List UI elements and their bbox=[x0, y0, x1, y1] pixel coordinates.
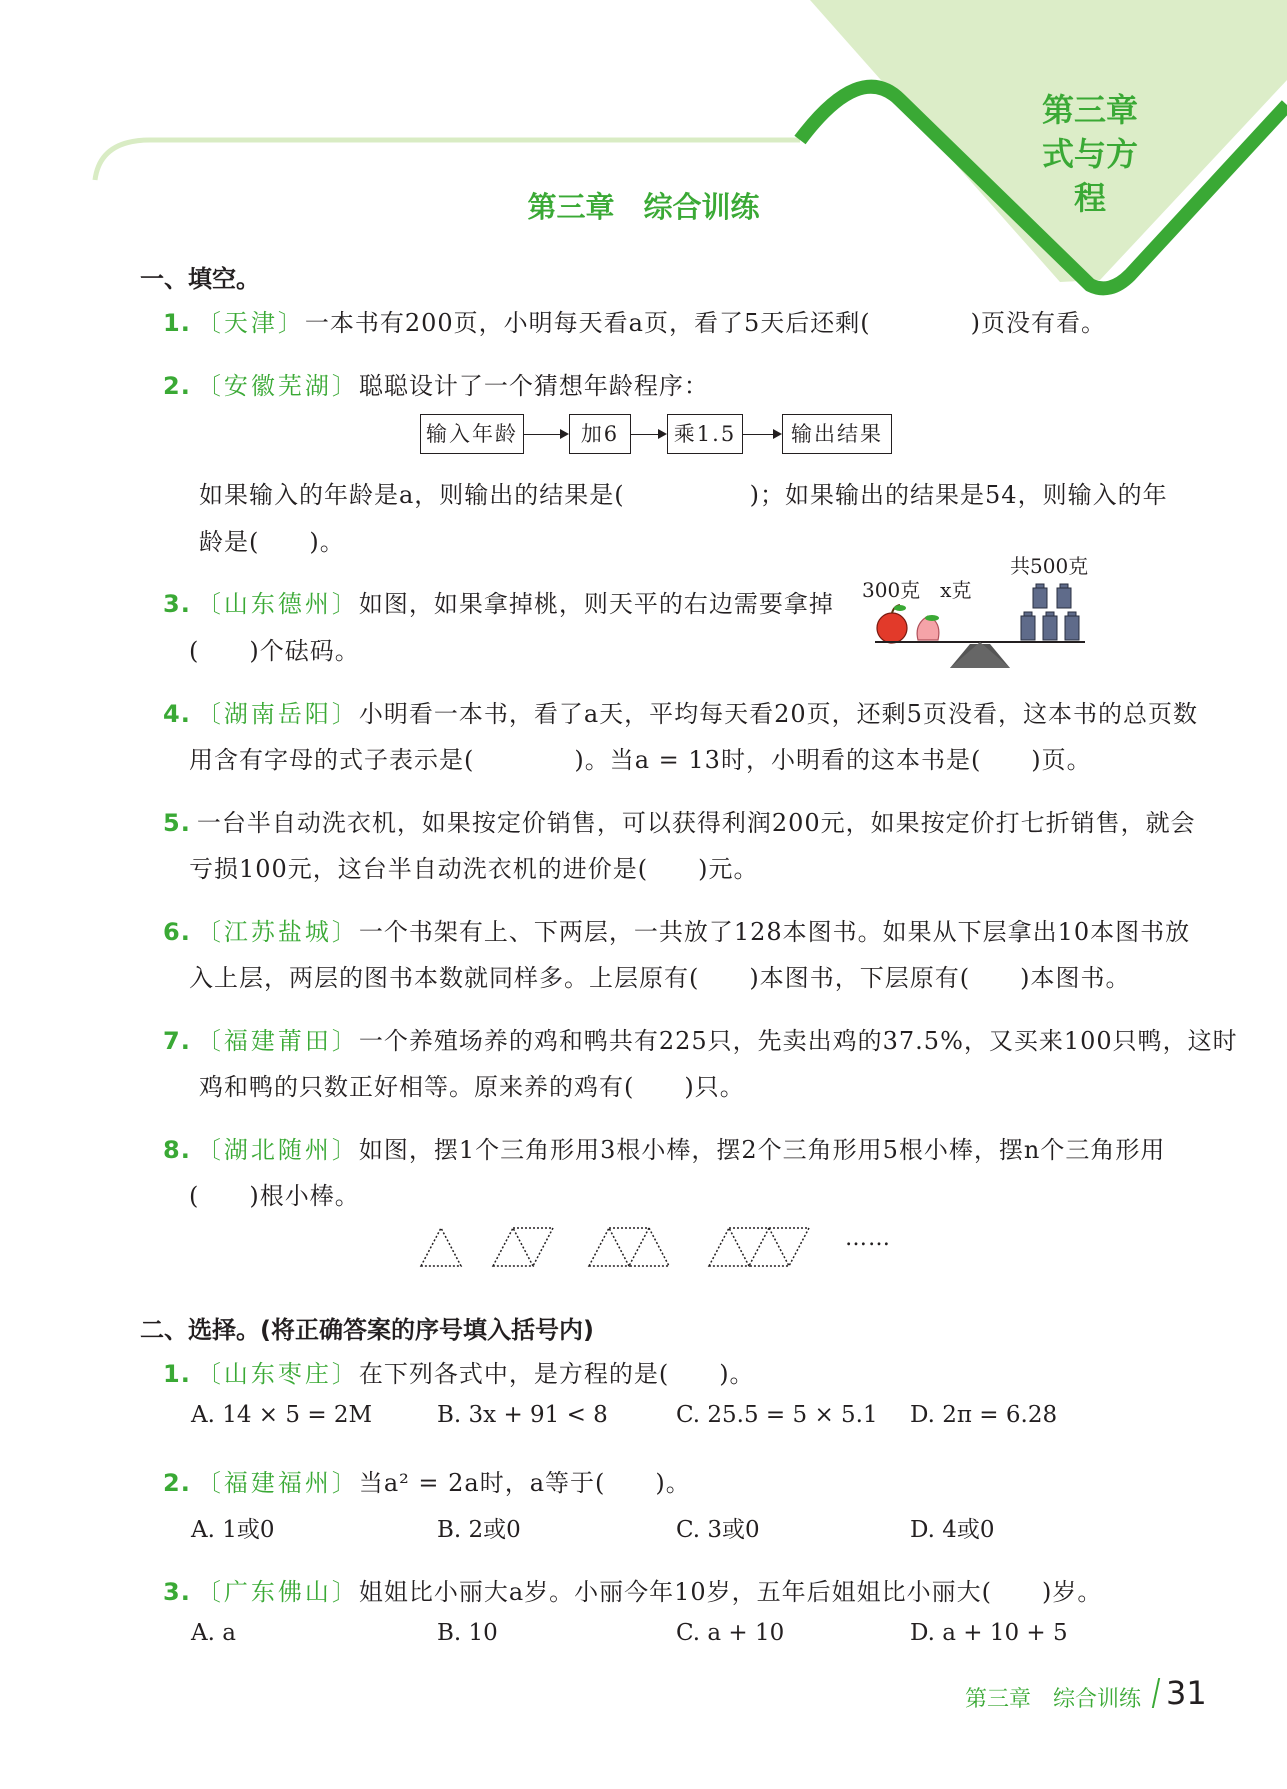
question-number: 1. bbox=[163, 309, 191, 337]
question-number: 1. bbox=[163, 1360, 191, 1388]
question-text: 小明看一本书，看了a天，平均每天看20页，还剩5页没看，这本书的总页数 bbox=[358, 700, 1198, 728]
question-source-tag: 〔福建莆田〕 bbox=[196, 1027, 359, 1055]
question-source-tag: 〔广东佛山〕 bbox=[196, 1578, 359, 1606]
s1-question-3 bbox=[163, 584, 834, 619]
question-source-tag: 〔安徽芜湖〕 bbox=[196, 372, 359, 400]
s1-question-4 bbox=[163, 694, 1198, 729]
question-number: 8. bbox=[163, 1136, 191, 1164]
question-number: 6. bbox=[163, 918, 191, 946]
triangles-2 bbox=[493, 1228, 553, 1266]
option-b: B. 3x + 91 < 8 bbox=[437, 1402, 608, 1428]
s2-question-3 bbox=[163, 1572, 1102, 1607]
s1-q2-line2: 如果输入的年龄是a，则输出的结果是( )；如果输出的结果是54，则输入的年 bbox=[199, 481, 1168, 509]
flow-box-input: 输入年龄 bbox=[420, 414, 524, 454]
page-title: 第三章 综合训练 bbox=[527, 190, 760, 224]
question-text: 如图，摆1个三角形用3根小棒，摆2个三角形用5根小棒，摆n个三角形用 bbox=[358, 1136, 1166, 1164]
option-d: D. 4或0 bbox=[910, 1517, 995, 1543]
balance-scale-figure bbox=[870, 578, 1100, 673]
s1-question-7 bbox=[163, 1021, 1238, 1056]
triangle-sticks-figure bbox=[415, 1222, 835, 1272]
question-text: 聪聪设计了一个猜想年龄程序： bbox=[358, 372, 709, 400]
chapter-corner-line2: 式与方程 bbox=[1041, 135, 1138, 217]
chapter-corner-line1: 第三章 bbox=[1041, 91, 1138, 129]
triangles-4 bbox=[709, 1228, 809, 1266]
option-c: C. 25.5 = 5 × 5.1 bbox=[676, 1402, 878, 1428]
flow-arrow bbox=[524, 434, 567, 435]
section2-heading: 二、选择。(将正确答案的序号填入括号内) bbox=[140, 1316, 594, 1344]
s1-q8-line2: ( )根小棒。 bbox=[189, 1182, 360, 1210]
question-text: 一个书架有上、下两层，一共放了128本图书。如果从下层拿出10本图书放 bbox=[358, 918, 1191, 946]
question-text: 当a² = 2a时，a等于( )。 bbox=[358, 1469, 691, 1497]
question-number: 4. bbox=[163, 700, 191, 728]
apple-icon bbox=[877, 605, 907, 643]
balance-right-label: 共500克 bbox=[1010, 554, 1089, 578]
option-b: B. 2或0 bbox=[437, 1517, 521, 1543]
balance-left-label: 300克 x克 bbox=[862, 578, 972, 602]
s1-question-1 bbox=[163, 303, 1106, 338]
question-number: 2. bbox=[163, 372, 191, 400]
flow-box-output: 输出结果 bbox=[782, 414, 892, 454]
footer-divider bbox=[1152, 1678, 1160, 1708]
flow-arrow bbox=[631, 434, 665, 435]
s2-question-2 bbox=[163, 1463, 691, 1498]
option-a: A. a bbox=[191, 1620, 236, 1646]
s1-q6-line2: 入上层，两层的图书本数就同样多。上层原有( )本图书，下层原有( )本图书。 bbox=[189, 964, 1131, 992]
option-d: D. 2π = 6.28 bbox=[910, 1402, 1058, 1428]
question-source-tag: 〔山东枣庄〕 bbox=[196, 1360, 359, 1388]
question-source-tag: 〔山东德州〕 bbox=[196, 590, 359, 618]
weights-icon bbox=[1021, 584, 1079, 640]
s1-q5-line2: 亏损100元，这台半自动洗衣机的进价是( )元。 bbox=[189, 855, 759, 883]
triangles-3 bbox=[589, 1228, 669, 1266]
s1-question-2 bbox=[163, 366, 709, 401]
question-text: 姐姐比小丽大a岁。小丽今年10岁，五年后姐姐比小丽大( )岁。 bbox=[358, 1578, 1103, 1606]
question-text: 一本书有200页，小明每天看a页，看了5天后还剩( )页没有看。 bbox=[304, 309, 1106, 337]
s1-q3-line2: ( )个砝码。 bbox=[189, 637, 360, 665]
option-d: D. a + 10 + 5 bbox=[910, 1620, 1068, 1646]
triangles-1 bbox=[421, 1228, 461, 1266]
footer-chapter-label: 第三章 综合训练 bbox=[965, 1687, 1142, 1712]
question-text: 一台半自动洗衣机，如果按定价销售，可以获得利润200元，如果按定价打七折销售，就会 bbox=[196, 809, 1196, 837]
option-a: A. 1或0 bbox=[191, 1517, 275, 1543]
question-number: 3. bbox=[163, 590, 191, 618]
option-a: A. 14 × 5 = 2M bbox=[191, 1402, 373, 1428]
s1-question-5 bbox=[163, 803, 1196, 838]
s2-question-1 bbox=[163, 1354, 755, 1389]
flow-box-add: 加6 bbox=[569, 414, 631, 454]
s1-q2-line3: 龄是( )。 bbox=[199, 528, 345, 556]
question-number: 3. bbox=[163, 1578, 191, 1606]
question-text: 在下列各式中，是方程的是( )。 bbox=[358, 1360, 755, 1388]
question-number: 5. bbox=[163, 809, 191, 837]
section1-heading: 一、填空。 bbox=[140, 265, 260, 293]
question-source-tag: 〔湖北随州〕 bbox=[196, 1136, 359, 1164]
flow-arrow bbox=[743, 434, 780, 435]
flow-box-multiply: 乘1.5 bbox=[667, 414, 743, 454]
question-number: 2. bbox=[163, 1469, 191, 1497]
question-source-tag: 〔江苏盐城〕 bbox=[196, 918, 359, 946]
question-source-tag: 〔天津〕 bbox=[196, 309, 305, 337]
option-b: B. 10 bbox=[437, 1620, 498, 1646]
question-source-tag: 〔福建福州〕 bbox=[196, 1469, 359, 1497]
question-source-tag: 〔湖南岳阳〕 bbox=[196, 700, 359, 728]
question-text: 一个养殖场养的鸡和鸭共有225只，先卖出鸡的37.5%，又买来100只鸭，这时 bbox=[358, 1027, 1238, 1055]
question-number: 7. bbox=[163, 1027, 191, 1055]
option-c: C. a + 10 bbox=[676, 1620, 785, 1646]
header-curve-line bbox=[95, 140, 800, 180]
option-c: C. 3或0 bbox=[676, 1517, 760, 1543]
sequence-ellipsis: …… bbox=[845, 1226, 891, 1251]
peach-icon bbox=[917, 615, 939, 640]
s1-q7-line2: 鸡和鸭的只数正好相等。原来养的鸡有( )只。 bbox=[199, 1073, 745, 1101]
s1-question-6 bbox=[163, 912, 1190, 947]
s1-question-8 bbox=[163, 1130, 1165, 1165]
page-number: 31 bbox=[1166, 1674, 1207, 1712]
s1-q4-line2: 用含有字母的式子表示是( )。当a = 13时，小明看的这本书是( )页。 bbox=[189, 746, 1092, 774]
question-text: 如图，如果拿掉桃，则天平的右边需要拿掉 bbox=[358, 590, 834, 618]
